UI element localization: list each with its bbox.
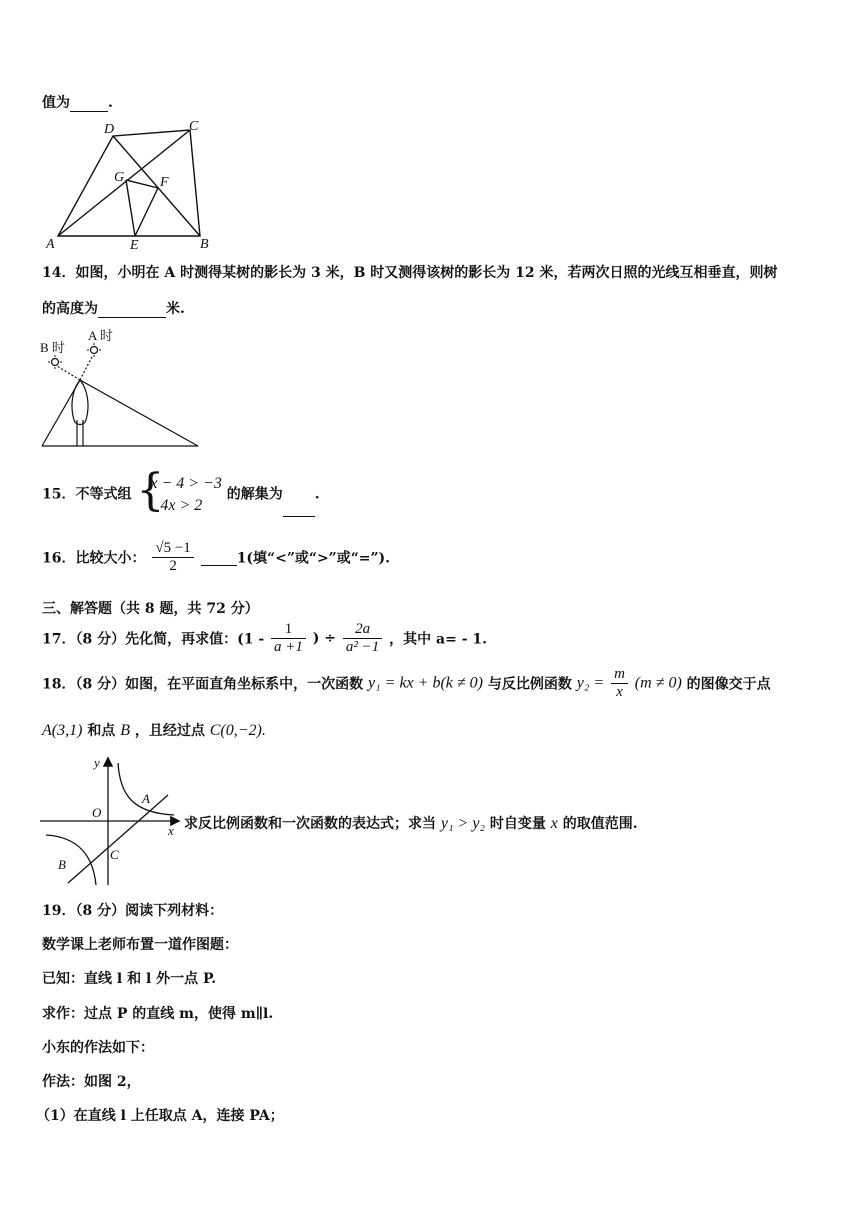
answer-blank[interactable] [201, 549, 237, 566]
q19-line4: 求作：过点 P 的直线 m，使得 m∥l. [42, 1006, 274, 1022]
fraction-2a-over-a2: $\frac{2a}{\text{a² −1}}$ [343, 621, 382, 656]
label-D: D [104, 122, 115, 137]
q14-figure [38, 328, 208, 454]
q15-text: 15．不等式组 { x − 4 > −3 4x > 2 的解集为 . [42, 464, 320, 516]
q18-task: 求反比例函数和一次函数的表达式；求当 y₁ > y₂ 时自变量 x 的取值范围. [184, 815, 638, 832]
label-b-time: B 时 [40, 340, 65, 355]
q17-text: 17．（8 分）先化简，再求值：(1 - $\frac{1}{a +1}$ ) ÷ $\frac{2a}{\text{a² −1}}$ ，其中 a= - 1. [42, 621, 487, 655]
answer-blank[interactable] [283, 472, 315, 517]
fraction-1-over-a1: $\frac{1}{a +1}$ [271, 621, 306, 656]
q13-figure [42, 118, 222, 253]
q18-line1: 18．（8 分）如图，在平面直角坐标系中，一次函数 y₁ = kx + b(k ≠ 0) 与反比例函数 y₂ = $\frac{m}{x}$ (m ≠ 0) 的图像交于点 [42, 666, 771, 700]
point-C-label: C [110, 847, 119, 862]
q19-line7: （1）在直线 l 上任取点 A，连接 PA； [36, 1108, 284, 1124]
point-B-label: B [58, 857, 66, 872]
label-E: E [130, 238, 139, 253]
q13-text: 值为 . [42, 95, 113, 111]
label-a-time: A 时 [88, 328, 113, 343]
q18-graph [38, 755, 184, 887]
q18-line2: A(3,1) 和点 B ，且经过点 C(0,−2). [42, 722, 266, 739]
fraction-m-over-x: $\frac{m}{x}$ [611, 666, 628, 701]
inequality-system: { x − 4 > −3 4x > 2 [136, 464, 222, 516]
q19-line6: 作法：如图 2， [42, 1074, 141, 1090]
q14-line1: 14．如图，小明在 A 时测得某树的影长为 3 米，B 时又测得该树的影长为 12 米，若两次日照的光线互相垂直，则树 [42, 265, 778, 281]
q19-line1: 19．（8 分）阅读下列材料： [42, 903, 224, 919]
q16-text: 16．比较大小： $\frac{√5 -1}{2}$ 1(填“<”或“>”或“=”). [42, 540, 391, 574]
q14-line2: 的高度为 米. [42, 301, 185, 317]
fraction-sqrt5: $\frac{√5 -1}{2}$ [152, 540, 193, 575]
answer-blank[interactable] [98, 301, 166, 318]
label-A: A [46, 237, 55, 252]
label-B: B [200, 237, 209, 252]
point-A-label: A [142, 791, 150, 806]
section-heading: 三、解答题（共 8 题，共 72 分） [42, 601, 259, 617]
q19-line2: 数学课上老师布置一道作图题： [42, 937, 238, 953]
answer-blank[interactable] [70, 95, 108, 112]
q19-line5: 小东的作法如下： [42, 1040, 154, 1056]
q19-line3: 已知：直线 l 和 l 外一点 P. [42, 971, 217, 987]
label-F: F [160, 175, 169, 190]
label-G: G [114, 170, 125, 185]
origin-label: O [92, 805, 102, 820]
axis-x-label: x [168, 823, 174, 838]
label-C: C [189, 119, 199, 134]
axis-y-label: y [94, 755, 100, 770]
